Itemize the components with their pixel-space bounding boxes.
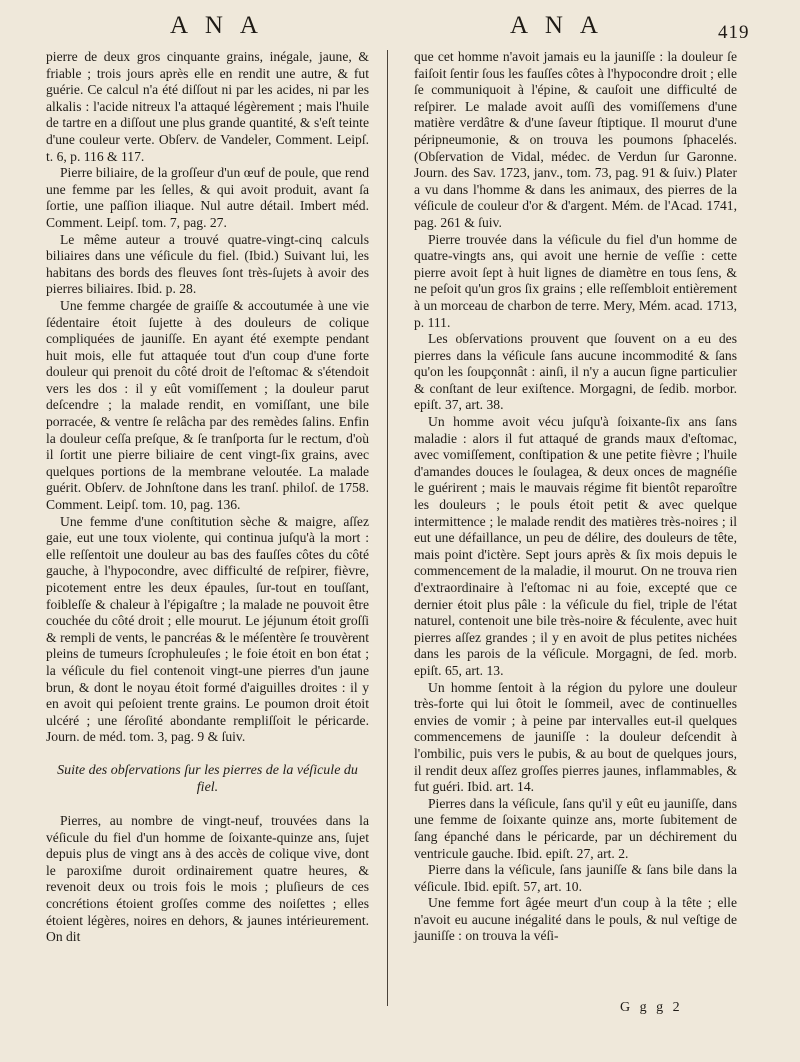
paragraph: Un homme avoit vécu juſqu'à ſoixante-ſix ans ſans maladie : alors il fut attaqué de grands maux d'eſtomac, avec vomiſſement, conſtipation & une petite fièvre ; l'huile d'amandes douces le ſoulagea, & deux onces de magnéſie le guérirent ; mais le mauvais régime fit bientôt reparoître les douleurs ; le pouls étoit petit & avec quelque intermittence ; le malade rendit des matières très-noires ; il eut une défaillance, un peu de délire, des douleurs de tête, mais point d'ictère. Sept jours après & ſix mois depuis le commencement de la maladie, il mourut. On ne trouva rien d'extraordinaire à l'eſtomac ni au foie, excepté que ce dernier étoit plus pâle : la véſicule du fiel, triple de l'état naturel, contenoit une bile très-noire & féculente, avec huit pierres aſſez grandes ; il y en avoit de plus petites nichées dans les parois de la véſicule. Morgagni, de ſed. morb. epiſt. 65, art. 13.: [414, 414, 737, 678]
section-title: Suite des obſervations ſur les pierres de la véſicule du fiel.: [57, 762, 358, 795]
paragraph: que cet homme n'avoit jamais eu la jauniſſe : la douleur ſe faiſoit ſentir ſous les fauſſes côtes à l'hypocondre droit ; elle ſe communiquoit à l'épine, & cauſoit une difficulté de reſpirer. Le malade avoit auſſi des vomiſſemens d'une matière verdâtre & d'une ſaveur ſtiptique. Il mourut d'une péripneumonie, & on trouva les poumons ſphacelés. (Obſervation de Vidal, médec. de Verdun ſur Garonne. Journ. des Sav. 1723, janv., tom. 73, pag. 91 & ſuiv.) Plater a vu dans l'homme & dans les animaux, des pierres de la véſicule de couleur d'or & d'argent. Mém. de l'Acad. 1741, pag. 261 & ſuiv.: [414, 49, 737, 230]
paragraph: Un homme ſentoit à la région du pylore une douleur très-forte qui lui ôtoit le ſommeil, avec de continuelles envies de vomir ; à peine par intervalles eut-il quelques commencemens de jauniſſe : la douleur deſcendit à l'ombilic, puis vers le pubis, & au bout de quelques jours, il rendit deux aſſez groſſes pierres jaunes, inflammables, & fut guéri. Ibid. art. 14.: [414, 679, 737, 795]
right-column: [414, 49, 737, 945]
signature-mark: G g g 2: [620, 1000, 683, 1015]
right-column-paragraphs: [414, 49, 737, 945]
paragraph: Pierres dans la véſicule, ſans qu'il y eût eu jauniſſe, dans une femme de ſoixante quinze ans, morte ſubitement de ſang épanché dans le péricarde, par un déchirement du ventricule gauche. Ibid. epiſt. 27, art. 2.: [414, 795, 737, 861]
paragraph: Une femme fort âgée meurt d'un coup à la tête ; elle n'avoit eu aucune inégalité dans le pouls, & nul veſtige de jauniſſe : on trouva la véſi-: [414, 895, 737, 944]
paragraph: Une femme chargée de graiſſe & accoutumée à une vie ſédentaire étoit ſujette à des douleurs de colique compliquées de jauniſſe. En ayant été exempte pendant huit mois, elle fut attaquée tout d'un coup d'une forte douleur qui prenoit du côté droit de l'eſtomac & s'étendoit vers les dos : il y eût vomiſſement ; la douleur parut deſcendre ; la malade rendit, en vomiſſant, une bile porracée, & ventre ſe relâcha par des remèdes ſalins. Enfin la douleur ceſſa preſque, & ſe tranſporta ſur le rectum, d'où il ſortit une pierre biliaire de cent vingt-ſix grains, avec quelques portions de la membrane veloutée. La malade guérit. Obſerv. de Johnſtone dans les tranſ. philoſ. de 1758. Comment. Leipſ. tom. 10, pag. 136.: [46, 297, 369, 513]
paragraph: Une femme d'une conſtitution sèche & maigre, aſſez gaie, eut une toux violente, qui continua juſqu'à la mort : elle reſſentoit une douleur au bas des fauſſes côtes du côté gauche, à l'hypocondre, avec difficulté de reſpirer, fièvre, picotement entre les deux épaules, ſur-tout en touſſant, foibleſſe & chaleur à l'épigaſtre ; la malade ne pouvoit être couchée du côté droit ; elle mourut. Le jéjunum étoit groſſi & rempli de vents, le pancréas & le méſentère ſe trouvèrent pleins de tumeurs ſcrophuleuſes ; le foie étoit en bon état ; la véſicule du fiel contenoit vingt-une pierres d'un jaune brun, & dont le noyau étoit formé d'aiguilles droites : il y en avoit qui peſoient trente grains. Le poumon droit étoit ulcéré ; une ſéroſité abondante rempliſſoit le péricarde. Journ. de méd. tom. 3, pag. 9 & ſuiv.: [46, 513, 369, 745]
paragraph: Pierre dans la véſicule, ſans jauniſſe & ſans bile dans la véſicule. Ibid. epiſt. 57, art. 10.: [414, 862, 737, 894]
paragraph: pierre de deux gros cinquante grains, inégale, jaune, & friable ; trois jours après elle en rendit une autre, & fut guérie. Ce calcul n'a été diſſout ni par les acides, ni par les alkalis : l'acide nitreux l'a attaqué légèrement ; mais l'huile de tartre en a diſſout une plus grande quantité, & s'eſt teinte d'une couleur verte. Obſerv. de Vandeler, Comment. Leipſ. t. 6, p. 116 & 117.: [46, 49, 369, 164]
page-number: 419: [718, 22, 750, 43]
header-word-left: A N A: [170, 12, 264, 39]
running-header: [0, 8, 800, 48]
header-word-right: A N A: [510, 12, 604, 39]
left-column: [46, 49, 369, 946]
paragraph: Pierre trouvée dans la véſicule du fiel d'un homme de quatre-vingts ans, qui avoit une hernie de veſſie : cette pierre avoit ſept à huit lignes de diamètre en tous ſens, & ne peſoit qu'un gros ſix grains ; elle reſſembloit entièrement à un morceau de charbon de terre. Mery, Mém. acad. 1713, p. 111.: [414, 231, 737, 330]
paragraph: Pierres, au nombre de vingt-neuf, trouvées dans la véſicule du fiel d'un homme de ſoixante-quinze ans, ſujet depuis plus de vingt ans à des accès de colique vive, dont le paroxiſme duroit ordinairement quatre heures, & revenoit deux ou trois fois le mois ; pluſieurs de ces concrétions étoient groſſes comme des noiſettes ; elles étoient légères, noires en dehors, & jaunes intérieurement. On dit: [46, 812, 369, 945]
paragraph: Les obſervations prouvent que ſouvent on a eu des pierres dans la véſicule ſans aucune incommodité & ſans qu'on les ſoupçonnât : ainſi, il n'y a aucun ſigne particulier & conſtant de leur exiſtence. Morgagni, de ſedib. morbor. epiſt. 37, art. 38.: [414, 331, 737, 413]
paragraph: Pierre biliaire, de la groſſeur d'un œuf de poule, que rend une femme par les ſelles, & qui avoit produit, avant ſa ſortie, une paſſion iliaque. Nul autre détail. Imbert méd. Comment. Leipſ. tom. 7, pag. 27.: [46, 165, 369, 230]
paragraph: Le même auteur a trouvé quatre-vingt-cinq calculs biliaires dans une véſicule du fiel. (Ibid.) Suivant lui, les habitans des bords des fleuves ſont très-ſujets à avoir des pierres biliaires. Ibid. p. 28.: [46, 231, 369, 297]
column-divider: [387, 50, 388, 1006]
left-column-paragraphs: [46, 49, 369, 746]
left-column-paragraphs-after: [46, 813, 369, 946]
